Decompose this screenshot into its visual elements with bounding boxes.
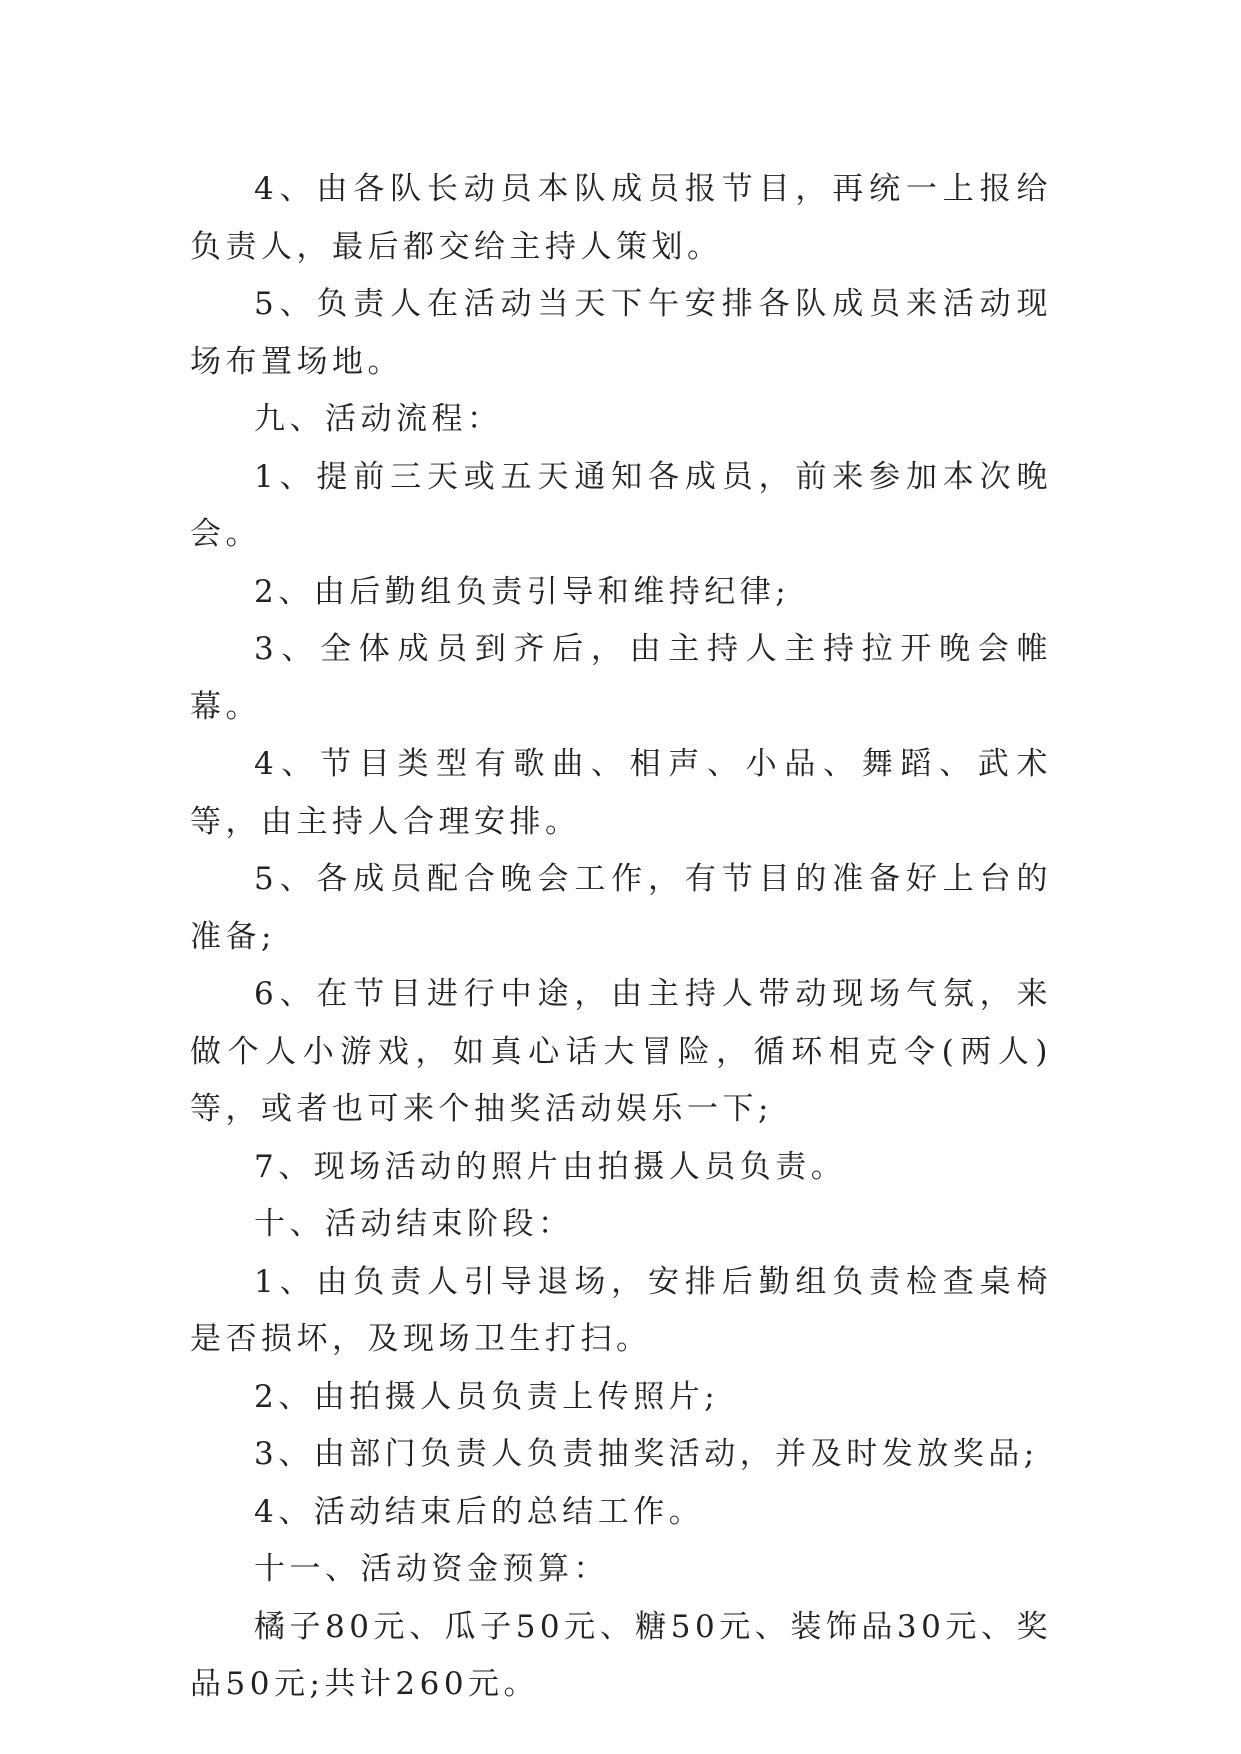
paragraph-closing-1: 1、由负责人引导退场，安排后勤组负责检查桌椅是否损坏，及现场卫生打扫。 xyxy=(190,1263,1052,1357)
section-heading-activity-process: 九、活动流程： xyxy=(254,401,503,437)
paragraph-process-6: 6、在节目进行中途，由主持人带动现场气氛，来做个人小游戏，如真心话大冒险，循环相克令(两人)等，或者也可来个抽奖活动娱乐一下; xyxy=(190,976,1052,1127)
paragraph-process-2: 2、由后勤组负责引导和维持纪律; xyxy=(254,573,791,610)
paragraph-closing-4: 4、活动结束后的总结工作。 xyxy=(254,1493,705,1530)
paragraph-step-5-venue-setup: 5、负责人在活动当天下午安排各队成员来活动现场布置场地。 xyxy=(190,286,1052,380)
paragraph-process-4: 4、节目类型有歌曲、相声、小品、舞蹈、武术等，由主持人合理安排。 xyxy=(190,746,1052,840)
section-heading-closing-stage: 十、活动结束阶段： xyxy=(254,1206,574,1242)
paragraph-closing-3: 3、由部门负责人负责抽奖活动，并及时发放奖品; xyxy=(254,1436,1039,1472)
paragraph-closing-2: 2、由拍摄人员负责上传照片; xyxy=(254,1378,720,1415)
paragraph-process-5: 5、各成员配合晚会工作，有节目的准备好上台的准备; xyxy=(190,861,1052,955)
paragraph-budget-items: 橘子80元、瓜子50元、糖50元、装饰品30元、奖品50元;共计260元。 xyxy=(190,1608,1052,1702)
paragraph-process-1: 1、提前三天或五天通知各成员，前来参加本次晚会。 xyxy=(190,458,1052,552)
paragraph-process-3: 3、全体成员到齐后，由主持人主持拉开晚会帷幕。 xyxy=(190,631,1052,725)
paragraph-process-7: 7、现场活动的照片由拍摄人员负责。 xyxy=(254,1148,847,1185)
paragraph-step-4-report-programs: 4、由各队长动员本队成员报节目，再统一上报给负责人，最后都交给主持人策划。 xyxy=(190,171,1052,265)
document-body xyxy=(190,161,1052,1714)
section-heading-budget: 十一、活动资金预算： xyxy=(254,1551,609,1587)
